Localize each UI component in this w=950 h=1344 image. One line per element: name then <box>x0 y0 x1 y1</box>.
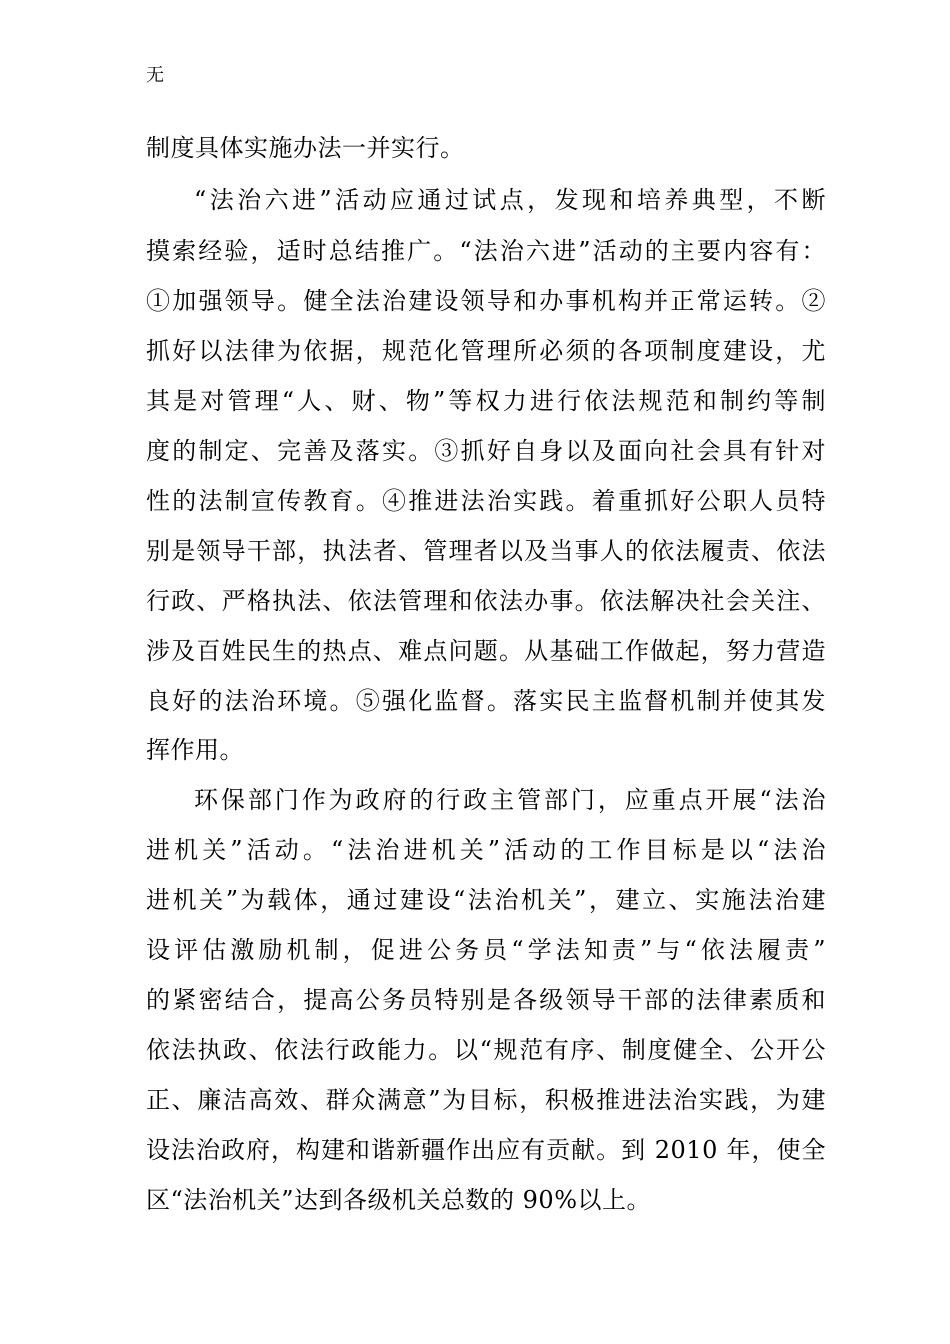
text-line: 正、廉洁高效、群众满意”为目标，积极推进法治实践，为建 <box>146 1086 826 1114</box>
text-line: 的紧密结合，提高公务员特别是各级领导干部的法律素质和 <box>146 986 826 1014</box>
text-line: ①加强领导。健全法治建设领导和办事机构并正常运转。② <box>146 287 826 315</box>
text-line: 摸索经验，适时总结推广。“法治六进”活动的主要内容有： <box>146 237 826 265</box>
text-line: 进机关”为载体，通过建设“法治机关”，建立、实施法治建 <box>146 886 826 914</box>
text-line: 依法执政、依法行政能力。以“规范有序、制度健全、公开公 <box>146 1036 826 1064</box>
text-line: 环保部门作为政府的行政主管部门，应重点开展“法治 <box>194 786 826 814</box>
text-line: 其是对管理“人、财、物”等权力进行依法规范和制约等制 <box>146 387 826 415</box>
text-line: 设评估激励机制，促进公务员“学法知责”与“依法履责” <box>146 936 826 964</box>
text-line: “法治六进”活动应通过试点，发现和培养典型，不断 <box>194 186 826 214</box>
text-line: 进机关”活动。“法治进机关”活动的工作目标是以“法治 <box>146 836 826 864</box>
text-line: 区“法治机关”达到各级机关总数的 90%以上。 <box>146 1186 652 1214</box>
text-line: 挥作用。 <box>146 736 244 764</box>
text-line: 度的制定、完善及落实。③抓好自身以及面向社会具有针对 <box>146 437 826 465</box>
text-line: 抓好以法律为依据，规范化管理所必须的各项制度建设，尤 <box>146 337 826 365</box>
page-header: 无 <box>146 65 164 86</box>
text-line: 涉及百姓民生的热点、难点问题。从基础工作做起，努力营造 <box>146 637 826 665</box>
text-line: 制度具体实施办法一并实行。 <box>146 134 465 162</box>
text-line: 别是领导干部，执法者、管理者以及当事人的依法履责、依法 <box>146 537 826 565</box>
text-line: 设法治政府，构建和谐新疆作出应有贡献。到 2010 年，使全 <box>146 1136 826 1164</box>
text-line: 良好的法治环境。⑤强化监督。落实民主监督机制并使其发 <box>146 687 826 715</box>
text-line: 行政、严格执法、依法管理和依法办事。依法解决社会关注、 <box>146 587 826 615</box>
text-line: 性的法制宣传教育。④推进法治实践。着重抓好公职人员特 <box>146 487 826 515</box>
